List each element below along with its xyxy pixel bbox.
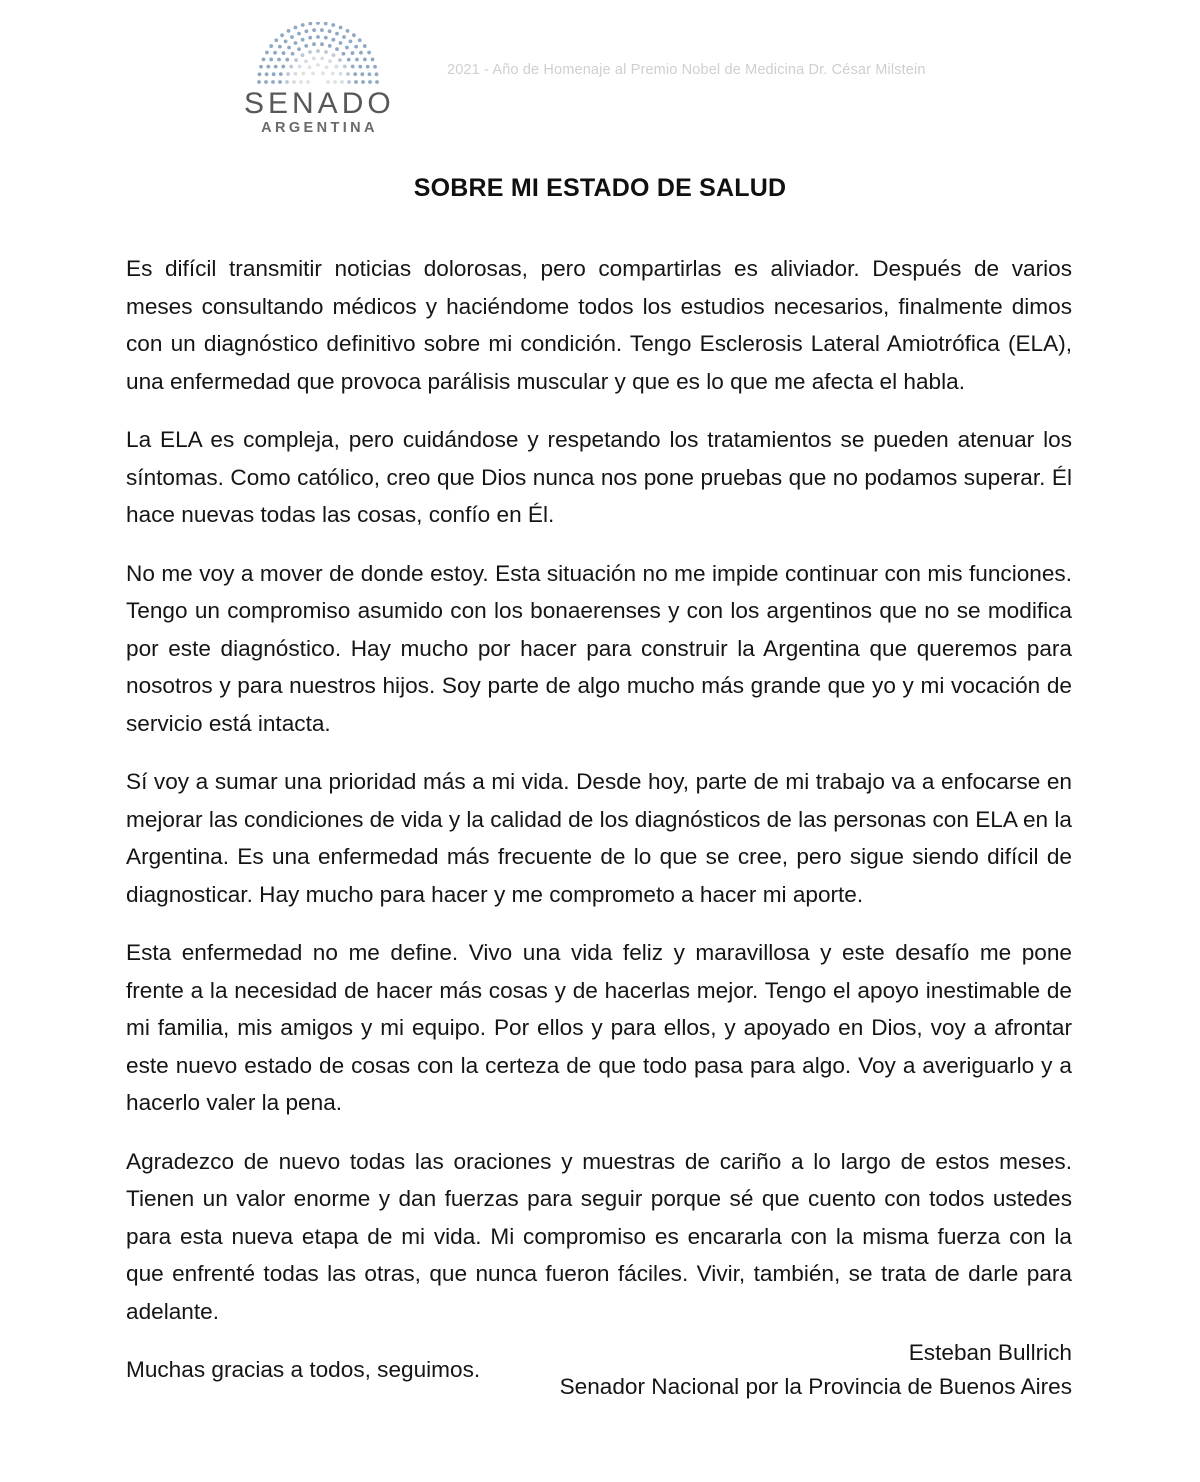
signature-block	[560, 1336, 1072, 1404]
header-motto: 2021 - Año de Homenaje al Premio Nobel de Medicina Dr. César Milstein	[447, 62, 926, 78]
logo-wordmark: SENADO	[244, 87, 395, 120]
paragraph: Sí voy a sumar una prioridad más a mi vida. Desde hoy, parte de mi trabajo va a enfocarse en mejorar las condiciones de vida y la calidad de los diagnósticos de las personas con ELA en la Argentina. Es una enfermedad más frecuente de lo que se cree, pero sigue siendo difícil de diagnosticar. Hay mucho para hacer y me comprometo a hacer mi aporte.	[126, 769, 1072, 907]
logo-submark: ARGENTINA	[261, 119, 378, 136]
paragraph: Esta enfermedad no me define. Vivo una vida feliz y maravillosa y este desafío me pone frente a la necesidad de hacer más cosas y de hacerlas mejor. Tengo el apoyo inestimable de mi familia, mis amigos y mi equipo. Por ellos y para ellos, y apoyado en Dios, voy a afrontar este nuevo estado de cosas con la certeza de que todo pasa para algo. Voy a averiguarlo y a hacerlo valer la pena.	[126, 940, 1072, 1115]
paragraph: Agradezco de nuevo todas las oraciones y muestras de cariño a lo largo de estos meses. Tienen un valor enorme y dan fuerzas para seguir porque sé que cuento con todos ustedes para esta nueva etapa de mi vida. Mi compromiso es encararla con la misma fuerza con la que enfrenté todas las otras, que nunca fueron fáciles. Vivir, también, se trata de darle para adelante.	[126, 1148, 1072, 1324]
signer-name: Esteban Bullrich	[908, 1340, 1072, 1365]
paragraph: Es difícil transmitir noticias dolorosas, pero compartirlas es aliviador. Después de varios meses consultando médicos y haciéndome todos los estudios necesarios, finalmente dimos con un diagnóstico definitivo sobre mi condición. Tengo Esclerosis Lateral Amiotrófica (ELA), una enfermedad que provoca parálisis muscular y que es lo que me afecta el habla.	[126, 256, 1072, 394]
signer-role: Senador Nacional por la Provincia de Buenos Aires	[559, 1374, 1072, 1399]
senado-logo	[244, 22, 395, 136]
senate-dome-dots-logo-icon	[252, 22, 384, 84]
paragraph: La ELA es compleja, pero cuidándose y respetando los tratamientos se pueden atenuar los síntomas. Como católico, creo que Dios nunca nos pone pruebas que no podamos superar. Él hace nuevas todas las cosas, confío en Él.	[126, 427, 1072, 527]
document-body	[126, 250, 1072, 1389]
closing-line: Muchas gracias a todos, seguimos.	[126, 1357, 481, 1382]
page-title: SOBRE MI ESTADO DE SALUD	[413, 174, 787, 202]
document-header	[0, 0, 1200, 150]
paragraph: No me voy a mover de donde estoy. Esta situación no me impide continuar con mis funciones. Tengo un compromiso asumido con los bonaerenses y con los argentinos que no se modifica por este diagnóstico. Hay mucho por hacer para construir la Argentina que queremos para nosotros y para nuestros hijos. Soy parte de algo mucho más grande que yo y mi vocación de servicio está intacta.	[126, 560, 1072, 736]
